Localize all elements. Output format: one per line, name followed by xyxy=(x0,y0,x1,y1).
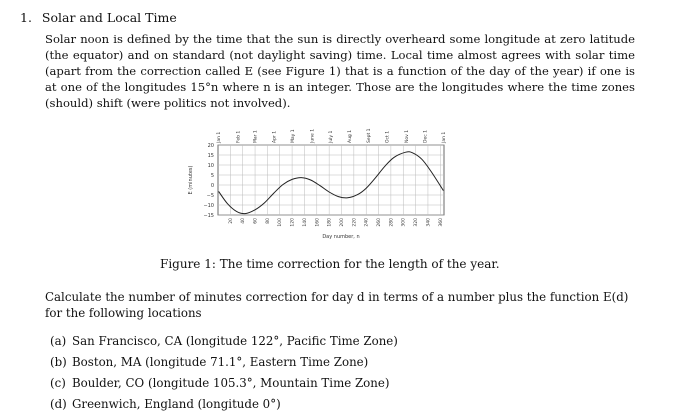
x-tick-label: 180 xyxy=(327,218,333,227)
y-tick-label: 20 xyxy=(207,143,214,149)
question-items xyxy=(50,331,398,415)
x-tick-label: 300 xyxy=(401,218,407,227)
month-label: Aug 1 xyxy=(348,129,354,143)
equation-of-time-chart xyxy=(180,128,460,240)
month-label: Apr 1 xyxy=(272,130,278,143)
equation-of-time-curve xyxy=(219,152,444,214)
x-tick-label: 20 xyxy=(228,218,234,224)
month-label: Oct 1 xyxy=(385,130,391,143)
month-label: Dec 1 xyxy=(423,129,429,143)
plot-frame xyxy=(218,145,444,215)
x-tick-label: 240 xyxy=(364,218,370,227)
month-label: May 1 xyxy=(291,129,297,143)
y-tick-label: 5 xyxy=(210,173,214,179)
item-label: (a) xyxy=(50,334,67,348)
x-tick-label: 160 xyxy=(315,218,321,227)
item-text: San Francisco, CA (longitude 122°, Pacific Time Zone) xyxy=(72,334,398,348)
question-item-b xyxy=(50,352,398,373)
x-tick-label: 80 xyxy=(265,218,271,224)
x-tick-label: 100 xyxy=(278,218,284,227)
item-text: Boulder, CO (longitude 105.3°, Mountain Time Zone) xyxy=(72,376,390,390)
item-text: Boston, MA (longitude 71.1°, Eastern Time Zone) xyxy=(72,355,369,369)
x-tick-label: 220 xyxy=(352,218,358,227)
y-tick-label: 10 xyxy=(207,163,214,169)
problem-title: Solar and Local Time xyxy=(41,10,177,25)
y-tick-label: −5 xyxy=(206,193,214,199)
month-label: Feb 1 xyxy=(236,130,242,143)
question-item-d xyxy=(50,394,398,415)
problem-paragraph: Solar noon is defined by the time that the sun is directly overheard some longitude at zero latitude (the equator) and on standard (not daylight saving) time. Local time almost agrees with solar time (apart from the correction called E (see Figure 1) that is a function of the day of the year) if one is at one of the longitudes 15°n where n is an integer. Those are the longitudes where the time zones (should) shift (were politics not involved). xyxy=(45,32,635,110)
y-tick-label: 15 xyxy=(207,153,214,159)
month-label: Nov 1 xyxy=(404,129,410,143)
x-tick-label: 200 xyxy=(339,218,345,227)
y-tick-label: 0 xyxy=(210,183,214,189)
question-text: Calculate the number of minutes correction for day d in terms of a number plus the function E(d) for the following locations xyxy=(45,290,629,320)
month-label: Sept 1 xyxy=(367,128,373,143)
month-label: Jan 1 xyxy=(217,131,223,143)
item-label: (d) xyxy=(50,397,67,411)
month-label: Mar 1 xyxy=(253,130,259,143)
item-label: (c) xyxy=(50,376,66,390)
x-tick-label: 120 xyxy=(290,218,296,227)
x-tick-label: 320 xyxy=(414,218,420,227)
y-tick-label: −15 xyxy=(203,213,214,219)
item-label: (b) xyxy=(50,355,67,369)
x-tick-label: 60 xyxy=(253,218,259,224)
x-tick-label: 280 xyxy=(389,218,395,227)
item-text: Greenwich, England (longitude 0°) xyxy=(72,397,281,411)
x-tick-label: 340 xyxy=(426,218,432,227)
x-tick-label: 40 xyxy=(241,218,247,224)
y-axis-label: E (minutes) xyxy=(188,165,194,195)
problem-heading xyxy=(20,10,177,25)
question-item-a xyxy=(50,331,398,352)
figure-1 xyxy=(180,128,460,240)
month-label: July 1 xyxy=(328,130,334,143)
x-tick-label: 260 xyxy=(377,218,383,227)
month-label: Jan 1 xyxy=(441,131,447,143)
x-axis-label: Day number, n xyxy=(322,234,360,240)
month-label: June 1 xyxy=(310,128,316,143)
x-tick-label: 360 xyxy=(438,218,444,227)
x-tick-label: 140 xyxy=(302,218,308,227)
problem-number: 1. xyxy=(20,10,32,25)
y-tick-label: −10 xyxy=(203,203,214,209)
question-item-c xyxy=(50,373,398,394)
figure-caption: Figure 1: The time correction for the length of the year. xyxy=(160,257,500,271)
